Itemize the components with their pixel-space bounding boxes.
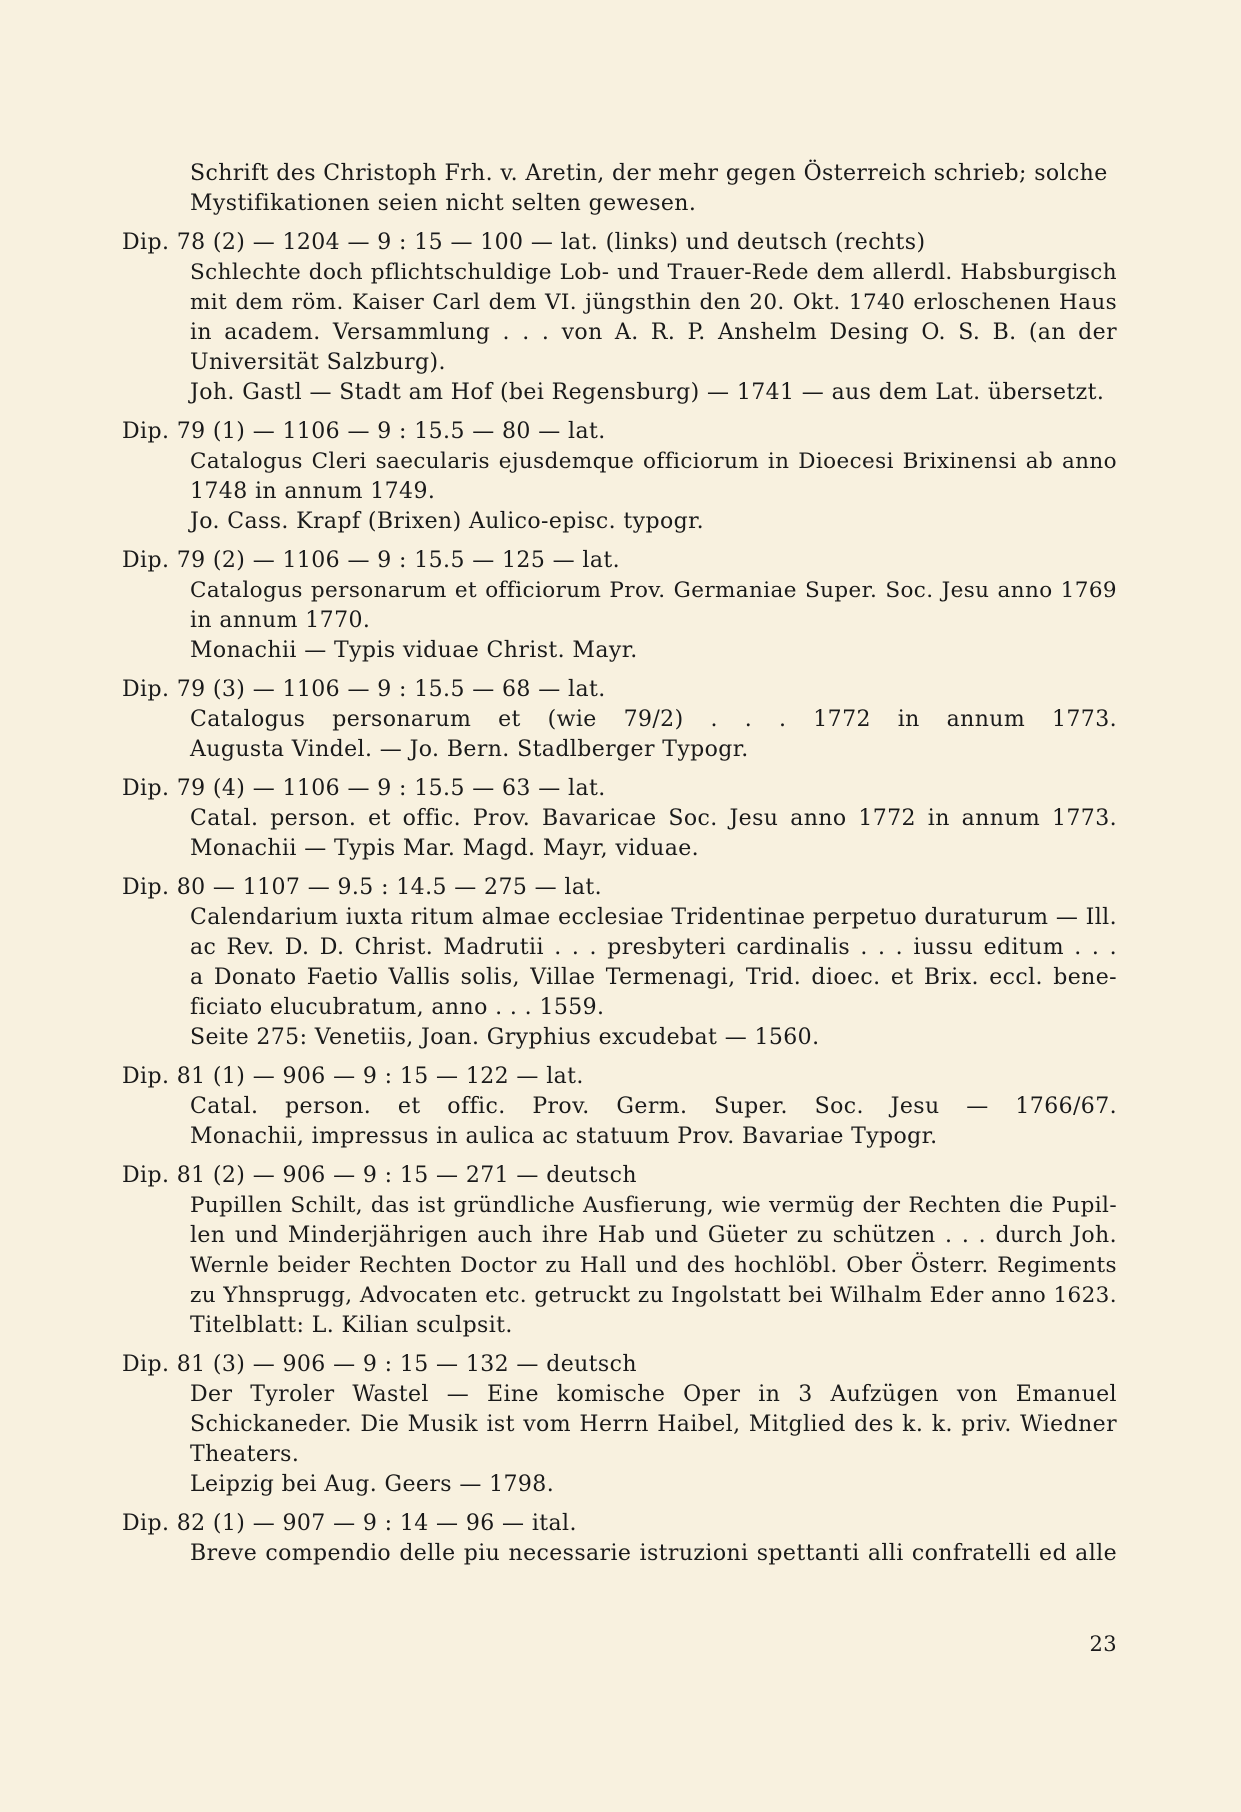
entry-description-line: in academ. Versammlung . . . von A. R. P. Anshelm Desing O. S. B. (an der <box>190 320 1117 345</box>
entry-description-line: Catalogus personarum et officiorum Prov. Germaniae Super. Soc. Jesu anno 1769 <box>190 578 1117 603</box>
entry-description-line: Catal. person. et offic. Prov. Bavaricae Soc. Jesu anno 1772 in annum 1773. <box>190 806 1117 831</box>
entry-description-line: Breve compendio delle piu necessarie istruzioni spettanti alli confratelli ed alle <box>190 1541 1117 1566</box>
entry-description-line: Calendarium iuxta ritum almae ecclesiae Tridentinae perpetuo duraturum — Ill. <box>190 905 1117 930</box>
entry-description-line: Seite 275: Venetiis, Joan. Gryphius excudebat — 1560. <box>190 1025 820 1050</box>
entry-description-line: Titelblatt: L. Kilian sculpsit. <box>190 1313 513 1338</box>
catalog-entries <box>0 228 1241 1578</box>
entry-description-line: len und Minderjährigen auch ihre Hab und Güeter zu schützen . . . durch Joh. <box>190 1223 1117 1248</box>
entry-description-line: Monachii — Typis Mar. Magd. Mayr, viduae. <box>190 836 700 861</box>
entry-description-line: Pupillen Schilt, das ist gründliche Ausfierung, wie vermüg der Rechten die Pupil- <box>190 1193 1117 1218</box>
entry-description-line: Schickaneder. Die Musik ist vom Herrn Haibel, Mitglied des k. k. priv. Wiedner <box>190 1412 1117 1437</box>
entry-description-line: Catalogus Cleri saecularis ejusdemque officiorum in Dioecesi Brixinensi ab anno <box>190 449 1117 474</box>
entry-description-line: Catalogus personarum et (wie 79/2) . . . 1772 in annum 1773. <box>190 707 1117 732</box>
entry-description-line: zu Yhnsprugg, Advocaten etc. getruckt zu Ingolstatt bei Wilhalm Eder anno 1623. <box>190 1283 1117 1308</box>
catalog-entry <box>0 1509 1241 1569</box>
catalog-entry <box>0 774 1241 864</box>
catalog-entry <box>0 873 1241 1053</box>
catalog-entry <box>0 546 1241 666</box>
entry-signature: Dip. 81 (2) — 906 — 9 : 15 — 271 — deutsch <box>122 1163 637 1188</box>
intro-line: Mystifikationen seien nicht selten gewesen. <box>190 191 697 216</box>
entry-signature: Dip. 81 (3) — 906 — 9 : 15 — 132 — deutsch <box>122 1352 637 1377</box>
catalog-entry <box>0 675 1241 765</box>
entry-description-line: mit dem röm. Kaiser Carl dem VI. jüngsthin den 20. Okt. 1740 erloschenen Haus <box>190 290 1117 315</box>
entry-signature: Dip. 79 (4) — 1106 — 9 : 15.5 — 63 — lat. <box>122 776 606 801</box>
intro-paragraph <box>190 159 1117 219</box>
entry-description-line: Leipzig bei Aug. Geers — 1798. <box>190 1472 555 1497</box>
catalog-entry <box>0 1161 1241 1341</box>
entry-signature: Dip. 79 (2) — 1106 — 9 : 15.5 — 125 — lat. <box>122 548 620 573</box>
catalog-entry <box>0 1350 1241 1500</box>
entry-description-line: Monachii — Typis viduae Christ. Mayr. <box>190 638 638 663</box>
entry-signature: Dip. 81 (1) — 906 — 9 : 15 — 122 — lat. <box>122 1064 584 1089</box>
entry-description-line: a Donato Faetio Vallis solis, Villae Termenagi, Trid. dioec. et Brix. eccl. bene- <box>190 965 1117 990</box>
page-number: 23 <box>1089 1632 1117 1656</box>
catalog-entry <box>0 417 1241 537</box>
entry-description-line: 1748 in annum 1749. <box>190 479 436 504</box>
entry-description-line: Augusta Vindel. — Jo. Bern. Stadlberger Typogr. <box>190 737 749 762</box>
catalog-entry <box>0 1062 1241 1152</box>
entry-description-line: in annum 1770. <box>190 608 371 633</box>
entry-signature: Dip. 82 (1) — 907 — 9 : 14 — 96 — ital. <box>122 1511 577 1536</box>
entry-signature: Dip. 80 — 1107 — 9.5 : 14.5 — 275 — lat. <box>122 875 603 900</box>
entry-signature: Dip. 79 (1) — 1106 — 9 : 15.5 — 80 — lat. <box>122 419 606 444</box>
entry-description-line: Joh. Gastl — Stadt am Hof (bei Regensburg) — 1741 — aus dem Lat. übersetzt. <box>190 380 1105 405</box>
entry-description-line: ficiato elucubratum, anno . . . 1559. <box>190 995 605 1020</box>
entry-description-line: Der Tyroler Wastel — Eine komische Oper in 3 Aufzügen von Emanuel <box>190 1382 1117 1407</box>
entry-description-line: Jo. Cass. Krapf (Brixen) Aulico-episc. typogr. <box>190 509 704 534</box>
entry-signature: Dip. 79 (3) — 1106 — 9 : 15.5 — 68 — lat. <box>122 677 606 702</box>
entry-description-line: Schlechte doch pflichtschuldige Lob- und Trauer-Rede dem allerdl. Habsburgisch <box>190 260 1117 285</box>
entry-signature: Dip. 78 (2) — 1204 — 9 : 15 — 100 — lat. (links) und deutsch (rechts) <box>122 230 926 255</box>
entry-description-line: Catal. person. et offic. Prov. Germ. Super. Soc. Jesu — 1766/67. <box>190 1094 1117 1119</box>
entry-description-line: ac Rev. D. D. Christ. Madrutii . . . presbyteri cardinalis . . . iussu editum . . . <box>190 935 1117 960</box>
entry-description-line: Wernle beider Rechten Doctor zu Hall und des hochlöbl. Ober Österr. Regiments <box>190 1253 1117 1278</box>
entry-description-line: Theaters. <box>190 1442 300 1467</box>
entry-description-line: Monachii, impressus in aulica ac statuum Prov. Bavariae Typogr. <box>190 1124 938 1149</box>
entry-description-line: Universität Salzburg). <box>190 350 446 375</box>
intro-line: Schrift des Christoph Frh. v. Aretin, der mehr gegen Österreich schrieb; solche <box>190 161 1108 186</box>
catalog-entry <box>0 228 1241 408</box>
